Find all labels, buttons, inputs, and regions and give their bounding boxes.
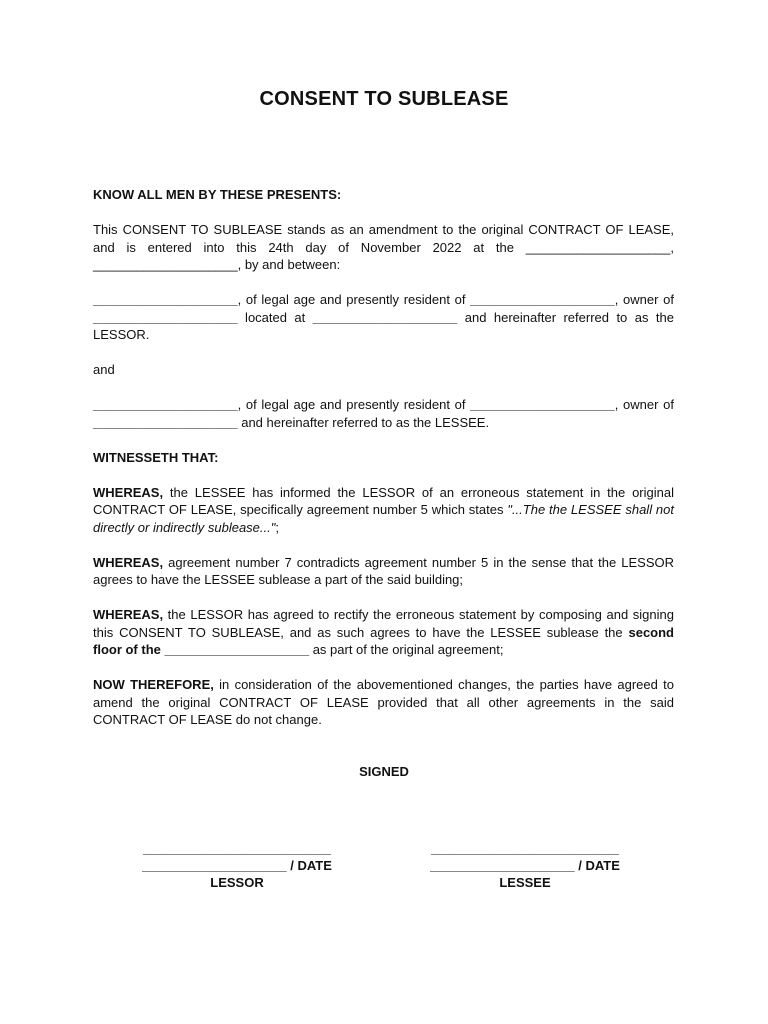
lessee-name-blank: ____________________ xyxy=(93,397,238,412)
whereas-3-bold: second floor of the ____________________ xyxy=(93,624,674,657)
whereas-1-lead: WHEREAS, xyxy=(93,484,164,500)
whereas-paragraph-3 xyxy=(93,606,674,659)
lessor-text-3: located at xyxy=(237,309,313,325)
lessor-date-line: ____________________ / DATE xyxy=(142,858,332,873)
lessee-residence-blank: ____________________ xyxy=(470,397,615,412)
whereas-2-lead: WHEREAS, xyxy=(93,554,164,570)
lessee-text-1: , of legal age and presently resident of xyxy=(237,397,471,412)
now-therefore-lead: NOW THEREFORE, xyxy=(93,677,214,692)
now-therefore-paragraph xyxy=(93,676,674,729)
whereas-2-text: agreement number 7 contradicts agreement number 5 in the sense that the LESSOR agrees to have the LESSEE sublease a part of the said building; xyxy=(93,554,674,587)
lessor-label: LESSOR xyxy=(210,875,264,890)
whereas-3-text: the LESSOR has agreed to rectify the erroneous statement by composing and signing this CONSENT TO SUBLEASE, and as such agrees to have the LESSEE sublease the xyxy=(93,607,674,640)
lessor-signature-block xyxy=(117,840,357,891)
witnesseth-heading: WITNESSETH THAT: xyxy=(93,449,219,465)
now-therefore-text: in consideration of the abovementioned changes, the parties have agreed to amend the original CONTRACT OF LEASE provided that all other agreements in the said CONTRACT OF LEASE do not change. xyxy=(93,677,674,727)
lessee-paragraph xyxy=(93,396,674,431)
whereas-1-end: ; xyxy=(275,519,279,535)
whereas-paragraph-2 xyxy=(93,554,674,589)
lessee-property-blank: ____________________ xyxy=(93,414,238,430)
opening-paragraph: This CONSENT TO SUBLEASE stands as an amendment to the original CONTRACT OF LEASE, and is entered into this 24th day of November 2022 at the ____________________, ____________________, by and between: xyxy=(93,222,674,272)
whereas-paragraph-1 xyxy=(93,484,674,537)
intro-heading: KNOW ALL MEN BY THESE PRESENTS: xyxy=(93,187,342,202)
whereas-3-lead: WHEREAS, xyxy=(93,607,164,622)
whereas-1-quote: "...The the LESSEE shall not directly or indirectly sublease..." xyxy=(93,502,674,535)
lessor-location-blank: ____________________ xyxy=(312,309,458,325)
lessor-text-1: , of legal age and presently resident of xyxy=(237,292,471,307)
lessee-label: LESSEE xyxy=(499,875,551,890)
whereas-1-text: the LESSEE has informed the LESSOR of an erroneous statement in the original CONTRACT OF LEASE, specifically agreement number 5 which states xyxy=(93,484,674,517)
lessor-text-2: , owner of xyxy=(614,292,674,307)
lessee-signature-block xyxy=(405,840,645,891)
lessor-property-blank: ____________________ xyxy=(93,309,238,325)
lessee-text-2: , owner of xyxy=(614,397,674,412)
lessor-name-blank: ____________________ xyxy=(93,292,238,307)
lessee-date-line: ____________________ / DATE xyxy=(430,858,620,873)
document-title: CONSENT TO SUBLEASE xyxy=(259,88,509,110)
lessee-text-3: and hereinafter referred to as the LESSEE. xyxy=(237,414,490,430)
lessor-text-4: and hereinafter referred to as the LESSOR. xyxy=(93,309,674,342)
lessor-residence-blank: ____________________ xyxy=(470,292,615,307)
document-body xyxy=(93,186,674,746)
signed-heading: SIGNED xyxy=(359,764,409,779)
lessor-paragraph xyxy=(93,291,674,344)
lessor-signature-line: __________________________ xyxy=(143,841,331,856)
whereas-3-end: as part of the original agreement; xyxy=(309,642,504,657)
and-text: and xyxy=(93,362,115,377)
lessee-signature-line: __________________________ xyxy=(431,841,619,856)
